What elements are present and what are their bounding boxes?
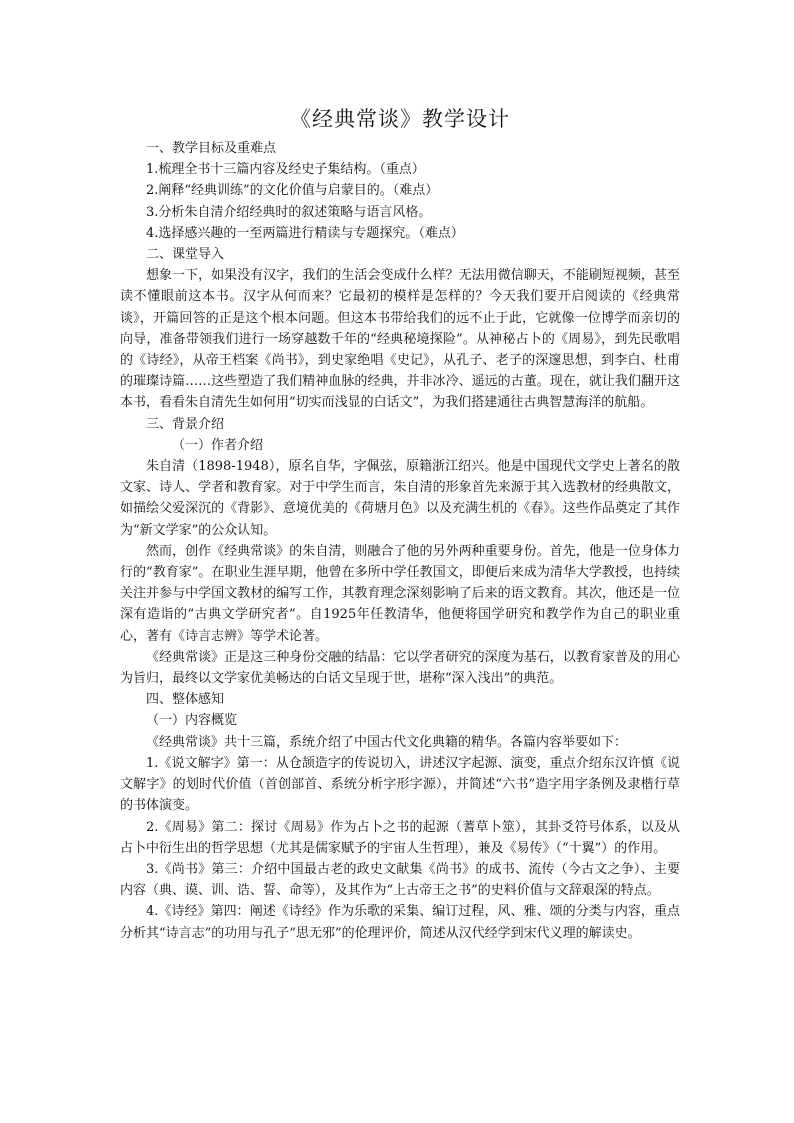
intro-paragraph: 想象一下，如果没有汉字，我们的生活会变成什么样？无法用微信聊天，不能刷短视频，甚至读不懂眼前这本书。汉字从何而来？它最初的模样是怎样的？今天我们要开启阅读的《经典常谈》，开篇回答的正是这个根本问题。但这本书带给我们的远不止于此，它就像一位博学而亲切的向导，准备带领我们进行一场穿越数千年的“经典秘境探险”。从神秘占卜的《周易》，到先民歌唱的《诗经》，从帝王档案《尚书》，到史家绝唱《史记》，从孔子、老子的深邃思想，到李白、杜甫的璀璨诗篇……这些塑造了我们精神血脉的经典，并非冰冷、遥远的古董。现在，就让我们翻开这本书，看看朱自清先生如何用“切实而浅显的白话文”，为我们搭建通往古典智慧海洋的航船。 [120, 268, 680, 411]
objective-item: 3.分析朱自清介绍经典时的叙述策略与语言风格。 [146, 204, 432, 220]
section-heading-background: 三、背景介绍 [146, 416, 225, 432]
content-item: 4.《诗经》第四：阐述《诗经》作为乐歌的采集、编订过程，风、雅、颂的分类与内容，重点分析其“诗言志”的功用与孔子“思无邪”的伦理评价，简述从汉代经学到宋代义理的解读史。 [120, 904, 680, 941]
section-heading-objectives: 一、教学目标及重难点 [146, 141, 277, 156]
document-page [120, 104, 680, 944]
section-heading-intro: 二、课堂导入 [146, 247, 225, 263]
content-item: 2.《周易》第二：探讨《周易》作为占卜之书的起源（蓍草卜筮），其卦爻符号体系，以及从占卜中衍生出的哲学思想（尤其是儒家赋予的宇宙人生哲理），兼及《易传》（“十翼”）的作用。 [120, 819, 680, 856]
objective-item: 1.梳理全书十三篇内容及经史子集结构。（重点） [146, 162, 425, 178]
content-item: 3.《尚书》第三：介绍中国最古老的政史文献集《尚书》的成书、流传（今古文之争）、主要内容（典、谟、训、诰、誓、命等），及其作为“上古帝王之书”的史料价值与文辞艰深的特点。 [120, 861, 680, 899]
document-title: 《经典常谈》教学设计 [290, 107, 510, 131]
section-heading-overview: 四、整体感知 [146, 692, 225, 708]
objective-item: 4.选择感兴趣的一至两篇进行精读与专题探究。（难点） [146, 225, 464, 241]
author-paragraph: 然而，创作《经典常谈》的朱自清，则融合了他的另外两种重要身份。首先，他是一位身体力行的“教育家”。在职业生涯早期，他曾在多所中学任教国文，即便后来成为清华大学教授，也持续关注并参与中学国文教材的编写工作，其教育理念深刻影响了后来的语文教育。其次，他还是一位深有造诣的“古典文学研究者”。自1925年任教清华，他便将国学研究和教学作为自己的职业重心，著有《诗言志辨》等学术论著。 [120, 543, 680, 644]
subsection-heading-content: （一）内容概览 [146, 713, 238, 729]
subsection-heading-author: （一）作者介绍 [172, 437, 264, 453]
content-intro: 《经典常谈》共十三篇，系统介绍了中国古代文化典籍的精华。各篇内容举要如下： [146, 734, 628, 750]
author-paragraph: 《经典常谈》正是这三种身份交融的结晶：它以学者研究的深度为基石，以教育家普及的用心为旨归，最终以文学家优美畅达的白话文呈现于世，堪称“深入浅出”的典范。 [120, 649, 680, 687]
author-paragraph: 朱自清（1898-1948），原名自华，字佩弦，原籍浙江绍兴。他是中国现代文学史上著名的散文家、诗人、学者和教育家。对于中学生而言，朱自清的形象首先来源于其入选教材的经典散文，如描绘父爱深沉的《背影》、意境优美的《荷塘月色》以及充满生机的《春》。这些作品奠定了其作为“新文学家”的公众认知。 [120, 459, 680, 538]
objective-item: 2.阐释“经典训练”的文化价值与启蒙目的。（难点） [146, 183, 439, 199]
content-item: 1.《说文解字》第一：从仓颉造字的传说切入，讲述汉字起源、演变，重点介绍东汉许慎《说文解字》的划时代价值（首创部首、系统分析字形字源），并简述“六书”造字用字条例及隶楷行草的书体演变。 [120, 755, 680, 814]
